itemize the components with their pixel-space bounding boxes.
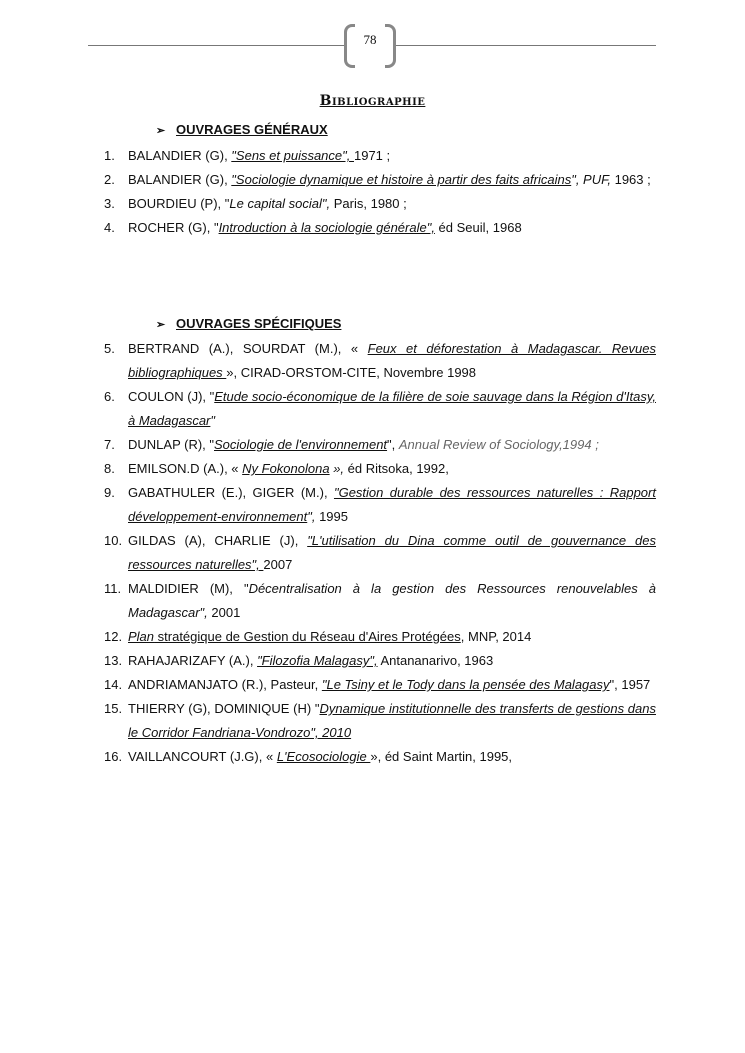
- entry-number: 11.: [104, 581, 122, 596]
- entry-number: 5.: [104, 341, 115, 356]
- entry-number: 15.: [104, 701, 123, 716]
- entry-text: ": [210, 413, 216, 428]
- entry-number: 1.: [104, 148, 115, 163]
- entry-text: 2007: [263, 557, 293, 572]
- page-number: 78: [363, 32, 377, 47]
- entry-text: BALANDIER (G),: [128, 148, 232, 163]
- entry-text: BALANDIER (G),: [128, 172, 232, 187]
- entry-text: EMILSON.D (A.), «: [128, 461, 243, 476]
- bibliography-entry: [104, 649, 656, 673]
- entry-text: , MNP, 2014: [460, 629, 532, 644]
- section-heading-label: OUVRAGES GÉNÉRAUX: [176, 122, 328, 137]
- page-title: Bibliographie: [319, 93, 426, 109]
- entry-text: BOURDIEU (P), ": [128, 196, 230, 211]
- entry-text: ", 1957: [609, 677, 651, 692]
- entry-text: Sociologie de l'environnement: [214, 437, 388, 452]
- entry-text: Le capital social",: [229, 196, 331, 211]
- entry-text: stratégique de Gestion du Réseau d'Aires Protégées: [154, 629, 461, 644]
- entry-text: VAILLANCOURT (J.G), «: [128, 749, 277, 764]
- bibliography-entry: [104, 216, 656, 240]
- entry-text: ",: [387, 437, 399, 452]
- entry-number: 16.: [104, 749, 123, 764]
- bibliography-entry: [104, 168, 656, 192]
- entry-text: COULON (J), ": [128, 389, 215, 404]
- arrow-bullet-icon: ➢: [156, 319, 166, 331]
- bibliography-entry: [104, 433, 656, 457]
- entry-text: "Le Tsiny et le Tody dans la pensée des Malagasy: [321, 677, 610, 692]
- entry-text: GABATHULER (E.), GIGER (M.),: [128, 485, 334, 500]
- entry-number: 12.: [104, 629, 123, 644]
- header-rule-right: [394, 45, 656, 46]
- bibliography-list-general: [104, 144, 656, 240]
- entry-text: "Gestion durable des ressources naturelles : Rapport développement-environnement: [128, 485, 656, 524]
- page-title-wrap: [0, 92, 745, 110]
- entry-text: éd Seuil, 1968: [434, 220, 522, 235]
- bibliography-entry: [104, 673, 656, 697]
- entry-text: éd Ritsoka, 1992,: [347, 461, 449, 476]
- entry-text: 1995: [319, 509, 348, 524]
- entry-text: RAHAJARIZAFY (A.),: [128, 653, 258, 668]
- bibliography-entry: [104, 529, 656, 577]
- entry-text: Ny Fokonolona: [242, 461, 330, 476]
- entry-number: 4.: [104, 220, 115, 235]
- bibliography-entry: [104, 481, 656, 529]
- section-heading-specific: [156, 316, 341, 331]
- entry-text: Plan: [128, 629, 155, 644]
- entry-text: DUNLAP (R), ": [128, 437, 214, 452]
- entry-text: Introduction à la sociologie générale",: [218, 220, 435, 235]
- entry-number: 14.: [104, 677, 123, 692]
- entry-text: ROCHER (G), ": [128, 220, 219, 235]
- entry-number: 6.: [104, 389, 115, 404]
- entry-text: BERTRAND (A.), SOURDAT (M.), «: [128, 341, 368, 356]
- entry-text: 1963 ;: [614, 172, 651, 187]
- entry-text: 2001: [207, 605, 241, 620]
- entry-text: ",: [307, 509, 320, 524]
- entry-text: Antananarivo, 1963: [377, 653, 494, 668]
- entry-text: THIERRY (G), DOMINIQUE (H) ": [128, 701, 320, 716]
- entry-number: 8.: [104, 461, 115, 476]
- entry-text: "Filozofia Malagasy",: [257, 653, 378, 668]
- bibliography-entry: [104, 625, 656, 649]
- entry-text: Feux et déforestation à Madagascar. Revues bibliographiques: [128, 341, 656, 380]
- entry-text: », éd Saint Martin, 1995,: [370, 749, 513, 764]
- entry-text: GILDAS (A), CHARLIE (J),: [128, 533, 308, 548]
- entry-text: L'Ecosociologie: [276, 749, 371, 764]
- entry-text: Paris, 1980 ;: [330, 196, 407, 211]
- entry-number: 10.: [104, 533, 123, 548]
- entry-number: 9.: [104, 485, 115, 500]
- page-number-box: [344, 24, 396, 64]
- entry-number: 13.: [104, 653, 123, 668]
- entry-text: »,: [329, 461, 348, 476]
- entry-number: 2.: [104, 172, 115, 187]
- bibliography-list-specific: [104, 337, 656, 769]
- bibliography-entry: [104, 385, 656, 433]
- bibliography-entry: [104, 697, 656, 745]
- entry-text: ", PUF,: [571, 172, 615, 187]
- entry-text: ANDRIAMANJATO (R.), Pasteur,: [128, 677, 322, 692]
- entry-text: "L'utilisation du Dina comme outil de gouvernance des ressources naturelles",: [128, 533, 656, 572]
- section-heading-general: [156, 122, 328, 137]
- entry-number: 3.: [104, 196, 115, 211]
- bibliography-entry: [104, 337, 656, 385]
- bibliography-entry: [104, 457, 656, 481]
- entry-text: MALDIDIER (M), ": [128, 581, 249, 596]
- bibliography-entry: [104, 192, 656, 216]
- arrow-bullet-icon: ➢: [156, 125, 166, 137]
- entry-text: Décentralisation à la gestion des Ressources renouvelables à Madagascar",: [128, 581, 656, 620]
- bibliography-entry: [104, 144, 656, 168]
- entry-number: 7.: [104, 437, 115, 452]
- entry-text: Etude socio-économique de la filière de soie sauvage dans la Région d'Itasy, à Madagascar: [128, 389, 656, 428]
- entry-text: "Sociologie dynamique et histoire à partir des faits africains: [231, 172, 572, 187]
- entry-text: », CIRAD-ORSTOM-CITE, Novembre 1998: [226, 365, 477, 380]
- section-heading-label: OUVRAGES SPÉCIFIQUES: [176, 316, 342, 331]
- bibliography-entry: [104, 577, 656, 625]
- header-rule-left: [88, 45, 346, 46]
- entry-text: 1971 ;: [353, 148, 391, 163]
- entry-text: "Sens et puissance",: [231, 148, 354, 163]
- entry-text: Dynamique institutionnelle des transferts de gestions dans le Corridor Fandriana-Vondrozo", 2010: [128, 701, 656, 740]
- bibliography-entry: [104, 745, 656, 769]
- entry-text: Annual Review of Sociology,1994 ;: [398, 437, 599, 452]
